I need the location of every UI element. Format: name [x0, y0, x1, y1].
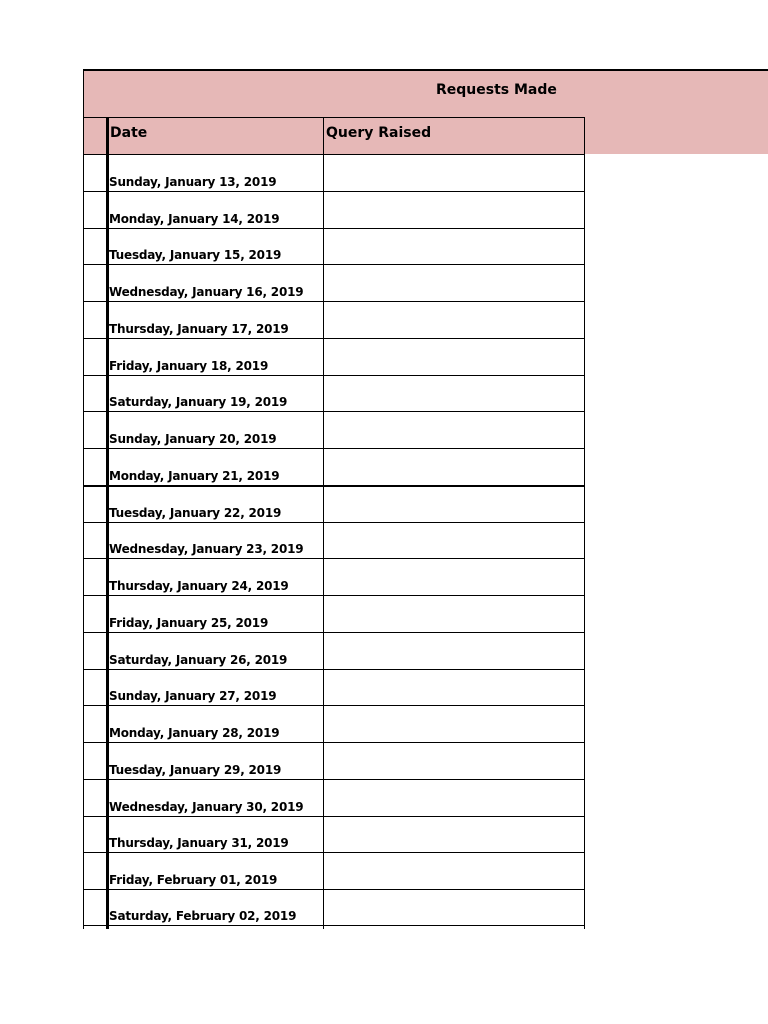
query-raised-cell[interactable] — [324, 449, 584, 485]
table-row — [83, 705, 585, 742]
query-raised-cell[interactable] — [324, 265, 584, 301]
query-raised-cell[interactable] — [324, 817, 584, 853]
query-raised-cell[interactable] — [324, 376, 584, 412]
table-row — [83, 485, 585, 522]
query-raised-cell[interactable] — [324, 192, 584, 228]
table-row — [83, 595, 585, 632]
table-row — [83, 154, 585, 191]
table-row — [83, 228, 585, 265]
date-cell[interactable]: Saturday, February 02, 2019 — [109, 908, 297, 923]
query-raised-cell[interactable] — [324, 229, 584, 265]
table-border-thick — [106, 117, 109, 929]
table-row — [83, 522, 585, 559]
table-row — [83, 301, 585, 338]
date-cell[interactable]: Monday, January 21, 2019 — [109, 468, 280, 483]
date-cell[interactable]: Wednesday, January 16, 2019 — [109, 285, 304, 299]
column-header-date[interactable]: Date — [110, 125, 148, 141]
query-raised-cell[interactable] — [324, 302, 584, 338]
table-row — [83, 375, 585, 412]
table-row — [83, 264, 585, 301]
date-cell[interactable]: Thursday, January 24, 2019 — [109, 579, 289, 593]
table-row — [83, 742, 585, 779]
date-cell[interactable]: Thursday, January 17, 2019 — [109, 321, 289, 336]
query-raised-cell[interactable] — [324, 559, 584, 595]
table-row — [83, 191, 585, 228]
table-row — [83, 669, 585, 706]
date-cell[interactable]: Sunday, January 20, 2019 — [109, 432, 277, 446]
table-row — [83, 338, 585, 375]
table-row — [83, 632, 585, 669]
date-cell[interactable]: Saturday, January 26, 2019 — [109, 652, 288, 667]
date-cell[interactable]: Wednesday, January 30, 2019 — [109, 799, 304, 814]
query-raised-cell[interactable] — [324, 890, 584, 925]
table-row — [83, 558, 585, 595]
query-raised-cell[interactable] — [324, 633, 584, 669]
date-cell[interactable]: Thursday, January 31, 2019 — [109, 836, 289, 851]
table-border-right — [584, 117, 585, 929]
query-raised-cell[interactable] — [324, 596, 584, 632]
query-raised-cell[interactable] — [324, 853, 584, 889]
date-cell[interactable]: Sunday, January 13, 2019 — [109, 174, 277, 189]
date-cell[interactable]: Friday, January 25, 2019 — [109, 615, 269, 630]
table-row — [83, 448, 585, 485]
table-row — [83, 852, 585, 889]
date-cell[interactable]: Tuesday, January 15, 2019 — [109, 248, 282, 263]
table-body — [83, 154, 585, 926]
date-cell[interactable]: Saturday, January 19, 2019 — [109, 395, 288, 410]
title-band — [83, 69, 768, 117]
date-cell[interactable]: Tuesday, January 22, 2019 — [109, 505, 282, 520]
date-cell[interactable]: Monday, January 28, 2019 — [109, 726, 280, 740]
query-raised-cell[interactable] — [324, 339, 584, 375]
query-raised-cell[interactable] — [324, 780, 584, 816]
table-row — [83, 816, 585, 853]
query-raised-cell[interactable] — [324, 523, 584, 559]
date-cell[interactable]: Friday, February 01, 2019 — [109, 873, 278, 887]
table-row — [83, 779, 585, 816]
table-row — [83, 889, 585, 926]
date-cell[interactable]: Friday, January 18, 2019 — [109, 358, 269, 373]
query-raised-cell[interactable] — [324, 487, 584, 522]
date-cell[interactable]: Tuesday, January 29, 2019 — [109, 762, 282, 777]
column-header-query-raised[interactable]: Query Raised — [326, 125, 432, 141]
table-row — [83, 411, 585, 448]
table-border-left — [83, 69, 84, 929]
date-cell[interactable]: Wednesday, January 23, 2019 — [109, 542, 304, 557]
query-raised-cell[interactable] — [324, 743, 584, 779]
date-cell[interactable]: Monday, January 14, 2019 — [109, 211, 280, 226]
column-divider — [323, 117, 324, 929]
query-raised-cell[interactable] — [324, 706, 584, 742]
title-band-extension — [585, 117, 768, 154]
date-cell[interactable]: Sunday, January 27, 2019 — [109, 689, 277, 704]
query-raised-cell[interactable] — [324, 412, 584, 448]
query-raised-cell[interactable] — [324, 155, 584, 191]
query-raised-cell[interactable] — [324, 670, 584, 706]
sheet-title: Requests Made — [436, 82, 557, 98]
